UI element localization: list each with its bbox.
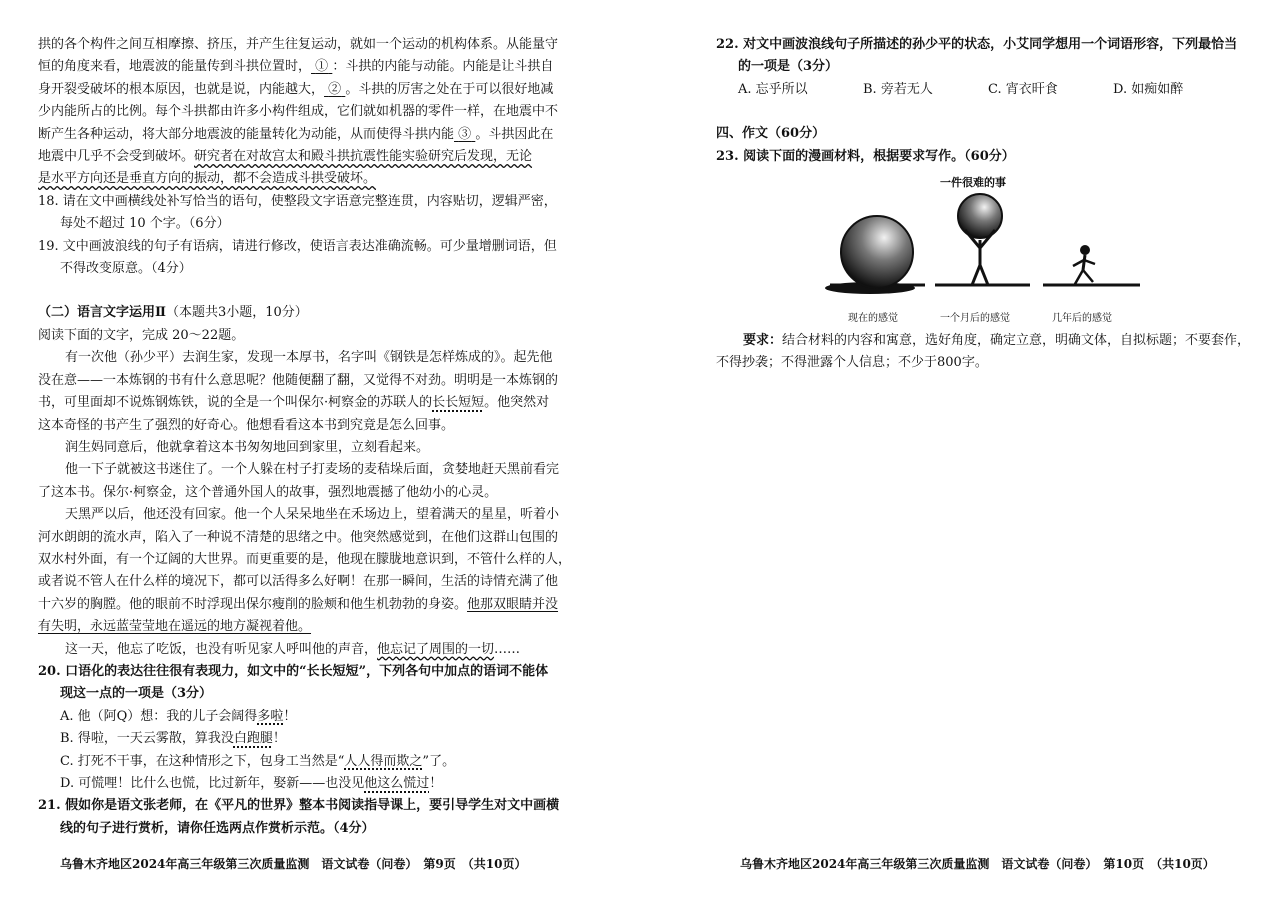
cartoon-title: 一件很难的事 [940,176,1006,189]
passage-text: ：斗拱的内能与动能。内能是让斗拱自 [332,59,554,75]
question-22-cont: 的一项是（3分） [738,59,839,75]
right-column [716,34,1251,168]
question-22: 22. 对文中画波浪线句子所描述的孙少平的状态，小艾同学想用一个词语形容，下列最恰当 [716,37,1238,52]
blank-3-label: ③ [458,126,472,142]
panel-few-years [1043,245,1140,285]
dotted-phrase: 人人得而欺之 [344,753,423,769]
passage-line-4: 少内能所占的比例。每个斗拱都由许多小构件组成，它们就如机器的零件一样，在地震中不 [38,104,559,120]
requirement-line-2: 不得抄袭；不得泄露个人信息；不少于800字。 [716,355,988,371]
story-line-3 [38,392,578,414]
story-line-13 [38,616,578,638]
question-20: 20. 口语化的表达往往很有表现力，如文中的“长长短短”，下列各句中加点的语词不能体 [38,663,549,679]
passage-text: 。斗拱的厉害之处在于可以很好地减 [345,81,554,97]
q20-option-a [38,706,578,728]
question-20-cont: 现这一点的一项是（3分） [60,686,213,702]
story-text: …… [494,641,521,657]
story-line-6: 他一下子就被这书迷住了。一个人躲在村子打麦场的麦秸垛后面，贪婪地赶天黑前看完 [65,462,560,478]
writing-requirements [716,330,1256,375]
option-text: A. 他（阿Q）想：我的儿子会阔得 [60,708,258,724]
story-text: 十六岁的胸膛。他的眼前不时浮现出保尔瘦削的脸颊和他生机勃勃的身姿。 [38,596,468,612]
q20-option-b [38,728,578,750]
page-footer-right: 乌鲁木齐地区2024年高三年级第三次质量监测 语文试卷（问卷） 第10页 （共10页） [740,857,1215,871]
passage-text: 。斗拱因此在 [475,126,554,142]
q22-option-d: D. 如痴如醉 [1113,81,1184,97]
dotted-phrase: 多啦 [257,708,284,724]
passage-line-7 [38,168,578,190]
panel-now [825,216,925,294]
reading-instruction: 阅读下面的文字，完成 20～22题。 [38,327,245,343]
caption-one-month: 一个月后的感觉 [940,313,1010,324]
section-2-heading [38,302,578,324]
story-line-4: 这本奇怪的书产生了强烈的好奇心。他想看看这本书到究竟是怎么回事。 [38,417,455,433]
dotted-phrase: 白跑腿 [233,731,273,747]
section-2-title: （二）语言文字运用Ⅱ [38,305,166,321]
story-text: 书，可里面却不说炼钢炼铁，说的全是一个叫保尔·柯察金的苏联人的 [38,395,433,411]
story-line-9: 河水朗朗的流水声，陷入了一种说不清楚的思绪之中。他突然感觉到，在他们这群山包围的 [38,529,559,545]
blank-1 [311,59,332,74]
story-line-10: 双水村外面，有一个辽阔的大世界。而更重要的是，他现在朦胧地意识到，不管什么样的人， [38,551,572,567]
caption-now: 现在的感觉 [848,313,898,324]
question-18: 18. 请在文中画横线处补写恰当的语句，使整段文字语意完整连贯，内容贴切，逻辑严密， [38,193,557,209]
question-21-cont: 线的句子进行赏析，请你任选两点作赏析示范。（4分） [60,820,375,836]
blank-2 [324,82,345,97]
question-23: 23. 阅读下面的漫画材料，根据要求写作。（60分） [716,148,1015,164]
question-18-cont: 每处不超过 10 个字。（6分） [60,216,230,232]
q22-option-b: B. 旁若无人 [863,81,933,97]
question-19: 19. 文中画波浪线的句子有语病，请进行修改，使语言表达准确流畅。可少量增删词语，但 [38,238,557,254]
panel-one-month [935,194,1030,285]
option-text: D. 可慌哩！比什么也慌，比过新年，娶新——也没见 [60,776,365,791]
spacer [38,280,578,302]
story-line-14 [38,639,578,661]
page-footer-left: 乌鲁木齐地区2024年高三年级第三次质量监测 语文试卷（问卷） 第9页 （共10页） [60,857,527,871]
option-text: ！ [429,776,443,791]
requirement-line-1 [716,330,1256,352]
q22-option-c: C. 宵衣旰食 [988,81,1058,97]
right-page [640,0,1269,900]
q22-option-a: A. 忘乎所以 [738,81,808,97]
requirement-label: 要求： [743,333,783,348]
option-text: ！ [283,708,297,724]
passage-text: 身开裂受破坏的根本原因，也就是说，内能越大， [38,81,325,97]
story-line-1: 有一次他（孙少平）去润生家，发现一本厚书，名字叫《钢铁是怎样炼成的》。起先他 [65,350,553,366]
passage-line-5 [38,124,578,146]
q22-options [716,79,1251,101]
blank-3 [454,127,475,142]
left-column [38,34,578,840]
wavy-sentence: 他忘记了周围的一切 [377,641,495,657]
passage-line-1: 拱的各个构件之间互相摩擦、挤压，并产生往复运动，就如一个运动的机构体系。从能量守 [38,37,559,52]
blank-1-label: ① [315,59,329,75]
dotted-phrase: 他这么慌过 [364,776,430,791]
section-4-heading: 四、作文（60分） [716,126,826,142]
story-line-11: 或者说不管人在什么样的境况下，都可以活得多么好啊！在那一瞬间，生活的诗情充满了他 [38,574,559,590]
passage-line-6 [38,146,578,168]
passage-line-3 [38,79,578,101]
story-line-2: 没在意——一本炼钢的书有什么意思呢？他随便翻了翻，又觉得不对劲。明明是一本炼钢的 [38,372,559,388]
story-line-5: 润生妈同意后，他就拿着这本书匆匆地回到家里，立刻看起来。 [65,439,430,455]
story-line-7: 了这本书。保尔·柯察金，这个普通外国人的故事，强烈地震撼了他幼小的心灵。 [38,484,498,500]
passage-text: 地震中几乎不会受到破坏。 [38,149,195,165]
passage-line-2 [38,56,578,78]
underlined-sentence-end: 有失明，永远蓝莹莹地在遥远的地方凝视着他。 [38,619,312,635]
cartoon-illustration [815,170,1145,320]
story-line-8: 天黑严以后，他还没有回家。他一个人呆呆地坐在禾场边上，望着满天的星星，听着小 [65,507,560,523]
spacer [716,101,1251,123]
wavy-sentence: 研究者在对故宫太和殿斗拱抗震性能实验研究后发现，无论 [194,149,533,165]
q20-option-c [38,751,578,773]
option-text: C. 打死不干事，在这种情形之下，包身工当然是“ [60,753,345,769]
dotted-phrase: 长长短短 [432,395,485,411]
left-page [0,0,620,900]
story-text: 这一天，他忘了吃饭，也没有听见家人呼叫他的声音， [65,641,378,657]
story-text: 。他突然对 [484,395,550,411]
passage-text: 恒的角度来看，地震波的能量传到斗拱位置时， [38,59,312,75]
caption-few-years: 几年后的感觉 [1052,313,1112,324]
question-19-cont: 不得改变原意。（4分） [60,261,192,277]
story-line-12 [38,594,578,616]
requirement-text: 结合材料的内容和寓意，选好角度，确定立意，明确文体，自拟标题；不要套作， [782,333,1251,348]
section-2-note: （本题共3小题，10分） [165,305,308,321]
question-21: 21. 假如你是语文张老师，在《平凡的世界》整本书阅读指导课上，要引导学生对文中画横 [38,798,560,814]
q20-option-d [38,773,578,795]
wavy-sentence-end: 是水平方向还是垂直方向的振动，都不会造成斗拱受破坏。 [38,171,377,187]
blank-2-label: ② [328,81,342,97]
option-text: B. 得啦，一天云雾散，算我没 [60,731,234,747]
passage-text: 断产生各种运动，将大部分地震波的能量转化为动能，从而使得斗拱内能 [38,126,455,142]
option-text: ！ [272,731,286,747]
underlined-sentence: 他那双眼睛并没 [467,596,559,612]
option-text: ”了。 [422,753,456,769]
